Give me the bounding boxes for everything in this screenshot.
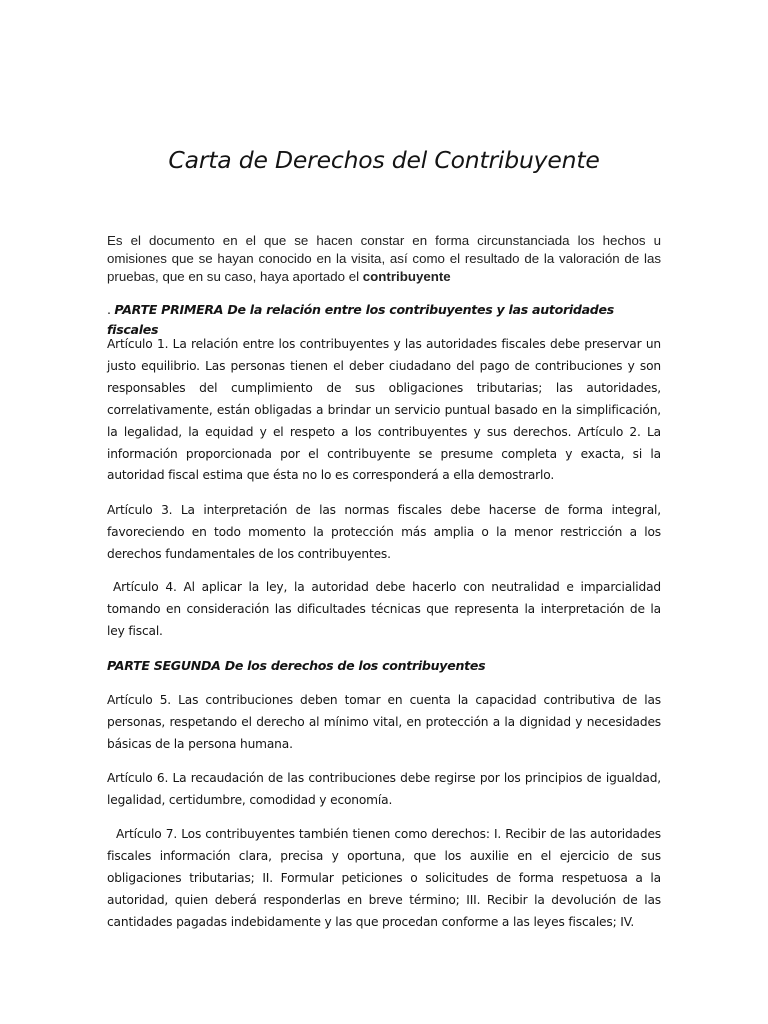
part-one-title: PARTE PRIMERA De la relación entre los contribuyentes y las autoridades fiscales bbox=[107, 302, 614, 337]
intro-bold-term: contribuyente bbox=[362, 269, 451, 285]
article-7: Artículo 7. Los contribuyentes también tienen como derechos: I. Recibir de las autoridades fiscales información clara, precisa y oportuna, que los auxilie en el ejercicio de sus obligaciones tributarias; II. Formular peticiones o solicitudes de forma respetuosa a la autoridad, quien deberá responderlas en breve término; III. Recibir la devolución de las cantidades pagadas indebidamente y las que procedan conforme a las leyes fiscales; IV. bbox=[107, 827, 661, 929]
intro-paragraph bbox=[107, 232, 661, 287]
part-two-heading: PARTE SEGUNDA De los derechos de los contribuyentes bbox=[107, 658, 486, 673]
article-4: Artículo 4. Al aplicar la ley, la autoridad debe hacerlo con neutralidad e imparcialidad tomando en consideración las dificultades técnicas que representa la interpretación de la ley fiscal. bbox=[107, 580, 661, 638]
article-3: Artículo 3. La interpretación de las normas fiscales debe hacerse de forma integral, favoreciendo en todo momento la protección más amplia o la menor restricción a los derechos fundamentales de los contribuyentes. bbox=[107, 503, 661, 561]
part-one-lead: . bbox=[107, 302, 115, 317]
article-6: Artículo 6. La recaudación de las contribuciones debe regirse por los principios de igualdad, legalidad, certidumbre, comodidad y economía. bbox=[107, 771, 661, 807]
document-title: Carta de Derechos del Contribuyente bbox=[168, 146, 600, 174]
article-1-2: Artículo 1. La relación entre los contribuyentes y las autoridades fiscales debe preservar un justo equilibrio. Las personas tienen el deber ciudadano del pago de contribuciones y son responsables del cumplimiento de sus obligaciones tributarias; las autoridades, correlativamente, están obligadas a brindar un servicio puntual basado en la simplificación, la legalidad, la equidad y el respeto a los contribuyentes y sus derechos. Artículo 2. La información proporcionada por el contribuyente se presume completa y exacta, si la autoridad fiscal estima que ésta no lo es corresponderá a ella demostrarlo. bbox=[107, 337, 661, 483]
article-5: Artículo 5. Las contribuciones deben tomar en cuenta la capacidad contributiva de las personas, respetando el derecho al mínimo vital, en protección a la dignidad y necesidades básicas de la persona humana. bbox=[107, 693, 661, 751]
intro-text: Es el documento en el que se hacen constar en forma circunstanciada los hechos u omisiones que se hayan conocido en la visita, así como el resultado de la valoración de las pruebas, que en su caso, haya aportado el bbox=[107, 233, 661, 285]
